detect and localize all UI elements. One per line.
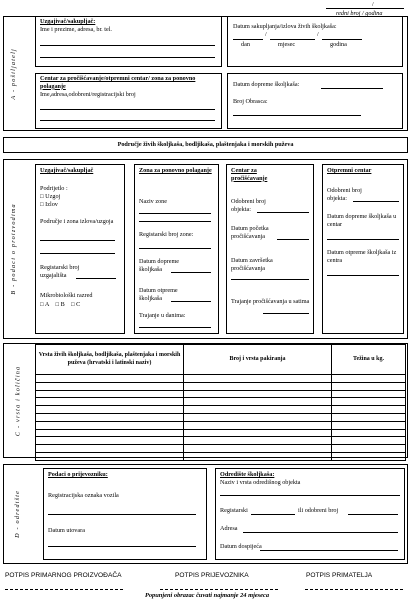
farm-reg-field[interactable]: [76, 278, 116, 279]
purification-center-title: Centar za pročišćavanje/otpremni centar/ zona za ponovno polaganje: [40, 75, 196, 90]
supplier-subtitle: Ime i prezime, adresa, br. tel.: [40, 26, 112, 33]
table-cell[interactable]: [332, 421, 406, 429]
table-row: [36, 413, 406, 421]
purification-end-label: Datum završetka pročišćavanja: [231, 257, 273, 272]
table-row: [36, 452, 406, 460]
section-c-side-label: C - vrsta i količina: [14, 365, 22, 436]
signature-recipient-field[interactable]: [305, 589, 403, 590]
relaying-zone-title: Zona za ponovno polaganje: [139, 167, 212, 174]
signature-carrier-field[interactable]: [160, 589, 278, 590]
dispatch-dispatch-field[interactable]: [327, 275, 399, 276]
zone-dispatch-field[interactable]: [171, 301, 211, 302]
micro-class-label: Mikrobiološki razred: [40, 292, 93, 299]
zone-name-label: Naziv zone: [139, 198, 168, 205]
catch-date-day-label: dan: [241, 41, 250, 48]
table-cell[interactable]: [36, 398, 184, 406]
destination-approved-field[interactable]: [348, 514, 398, 515]
destination-address-label: Adresa: [220, 525, 238, 532]
supplier-line-1[interactable]: [40, 45, 215, 46]
section-a-side-label: A - pošiljatelj: [10, 47, 18, 100]
destination-title: Odredište školjkaša:: [220, 471, 275, 478]
catch-date-box: [227, 17, 403, 67]
zone-field-2[interactable]: [40, 253, 115, 254]
section-b-products: [3, 159, 408, 339]
table-cell[interactable]: [184, 390, 332, 398]
destination-name-field[interactable]: [220, 495, 400, 496]
table-row: [36, 406, 406, 414]
origin-label: Podrijetlo :: [40, 185, 68, 192]
purification-column: [226, 164, 314, 334]
section-d-destination: [3, 464, 408, 564]
section-c-type-quantity: [3, 343, 408, 458]
supplier-box: [35, 17, 222, 67]
table-cell[interactable]: [36, 452, 184, 460]
table-row: [36, 421, 406, 429]
supplier-line-2[interactable]: [40, 57, 215, 58]
purification-center-line-1[interactable]: [40, 109, 215, 110]
product-table-header: [36, 345, 406, 375]
table-cell[interactable]: [36, 406, 184, 414]
table-cell[interactable]: [184, 406, 332, 414]
zone-shipment-field[interactable]: [171, 272, 211, 273]
table-cell[interactable]: [184, 413, 332, 421]
form-number-field[interactable]: [233, 115, 361, 116]
dispatch-center-title: Otpremni centar: [327, 167, 372, 174]
supplier-title: Uzgajivač/sakupljač:: [40, 18, 96, 25]
table-cell[interactable]: [36, 375, 184, 383]
zone-reg-field[interactable]: [139, 248, 211, 249]
dispatch-dispatch-label: Datum otpreme školjkaša iz centra: [327, 249, 397, 264]
header-packaging: Broj i vrsta pakiranja: [184, 345, 332, 375]
micro-class-options: □ A □ B □ C: [40, 301, 81, 308]
purification-end-field[interactable]: [231, 279, 309, 280]
destination-or-label: ili odobreni broj: [298, 507, 339, 514]
area-title-bar: [3, 137, 408, 153]
catch-date-day-field[interactable]: [233, 39, 263, 40]
table-cell[interactable]: [36, 382, 184, 390]
table-cell[interactable]: [332, 375, 406, 383]
table-cell[interactable]: [36, 429, 184, 437]
carrier-date-field[interactable]: [48, 546, 196, 547]
class-a-checkbox-icon[interactable]: □: [40, 302, 44, 308]
table-cell[interactable]: [332, 445, 406, 453]
signature-recipient-label: POTPIS PRIMATELJA: [306, 572, 373, 579]
table-cell[interactable]: [184, 382, 332, 390]
table-row: [36, 445, 406, 453]
section-a-sender: [3, 16, 408, 131]
purification-start-label: Datum početka pročišćavanja: [231, 225, 269, 240]
table-row: [36, 429, 406, 437]
destination-reg-field[interactable]: [251, 514, 295, 515]
table-cell[interactable]: [332, 413, 406, 421]
purification-duration-field[interactable]: [263, 313, 309, 314]
producer-column: [35, 164, 125, 334]
shipment-box: [227, 73, 403, 129]
zone-label: Područje i zona izlova/uzgoja: [40, 218, 114, 225]
table-row: [36, 437, 406, 445]
catch-date-month-label: mjesec: [278, 41, 296, 48]
shipment-date-label: Datum dopreme školjkaša:: [233, 81, 300, 88]
catch-date-label: Datum sakupljanja/izlova živih školjkaša:: [233, 23, 337, 30]
destination-reg-label: Registarski: [220, 507, 248, 514]
form-number-label: Broj Obrasca:: [233, 98, 268, 105]
table-row: [36, 398, 406, 406]
zone-name-field-1[interactable]: [139, 213, 211, 214]
table-cell[interactable]: [36, 421, 184, 429]
destination-address-field[interactable]: [243, 532, 398, 533]
serial-label: redni broj / godina: [336, 10, 383, 17]
zone-duration-field[interactable]: [139, 327, 211, 328]
carrier-plate-field[interactable]: [48, 514, 196, 515]
catch-date-month-field[interactable]: [270, 39, 315, 40]
table-cell[interactable]: [184, 398, 332, 406]
table-cell[interactable]: [184, 452, 332, 460]
breeding-checkbox-icon[interactable]: □: [40, 194, 44, 200]
table-cell[interactable]: [332, 437, 406, 445]
destination-arrival-field[interactable]: [260, 550, 398, 551]
table-cell[interactable]: [36, 445, 184, 453]
serial-number-line[interactable]: [326, 8, 404, 9]
purification-center-line-2[interactable]: [40, 120, 215, 121]
origin-catch-option[interactable]: □ Izlov: [40, 201, 58, 208]
table-cell[interactable]: [36, 413, 184, 421]
dispatch-approved-label: Odobreni broj objekta:: [327, 187, 362, 202]
carrier-date-label: Datum utovara: [48, 527, 85, 534]
zone-shipment-label: Datum dopreme školjkaša: [139, 258, 180, 273]
area-title: Područje živih školjkaša, bodljikaša, plaštenjaka i morskih puževa: [117, 141, 294, 149]
purification-start-field[interactable]: [277, 239, 309, 240]
catch-date-slash-1: /: [265, 31, 267, 38]
dispatch-approved-field[interactable]: [353, 201, 399, 202]
table-cell[interactable]: [184, 445, 332, 453]
dispatch-shipment-label: Datum dopreme školjkaša u centar: [327, 213, 397, 228]
zone-name-field-2[interactable]: [139, 221, 211, 222]
serial-slash: /: [372, 1, 374, 8]
table-cell[interactable]: [332, 390, 406, 398]
dispatch-shipment-field[interactable]: [327, 239, 399, 240]
class-b-checkbox-icon[interactable]: □: [55, 302, 60, 308]
zone-dispatch-label: Datum otpreme školjkaša: [139, 287, 178, 302]
zone-duration-label: Trajanje u danima:: [139, 312, 186, 319]
table-cell[interactable]: [332, 452, 406, 460]
table-row: [36, 390, 406, 398]
signature-producer-label: POTPIS PRIMARNOG PROIZVOĐAČA: [5, 572, 122, 579]
zone-reg-label: Registarski broj zone:: [139, 231, 194, 238]
catch-date-slash-2: /: [317, 31, 319, 38]
catch-checkbox-icon[interactable]: □: [40, 202, 44, 208]
header-species: Vrsta živih školjkaša, bodljikaša, plaštenjaka i morskih puževa (hrvatski i latinski naziv): [36, 345, 184, 375]
header-weight: Težina u kg.: [332, 345, 406, 375]
carrier-box: [43, 468, 207, 560]
purification-center-box: [35, 73, 222, 129]
destination-box: [215, 468, 405, 560]
origin-breeding-option[interactable]: □ Uzgoj: [40, 193, 61, 200]
destination-name-label: Naziv i vrsta odredišnog objekta: [220, 479, 301, 486]
carrier-plate-label: Registracijska oznaka vozila: [48, 492, 119, 499]
dispatch-center-column: [322, 164, 404, 334]
table-cell[interactable]: [36, 390, 184, 398]
purification-center-subtitle: Ime,adresa,odobreni/registracijski broj: [40, 91, 136, 98]
producer-column-title: Uzgajivač/sakupljač: [40, 167, 94, 174]
purification-approved-label: Odobreni broj objekta:: [231, 198, 266, 213]
product-table: [35, 344, 406, 457]
table-row: [36, 382, 406, 390]
section-d-side-label: D - odredište: [14, 489, 22, 539]
farm-reg-label: Registarski broj uzgajališta: [40, 264, 80, 279]
table-cell[interactable]: [184, 429, 332, 437]
table-cell[interactable]: [332, 382, 406, 390]
purification-approved-field[interactable]: [257, 212, 309, 213]
table-cell[interactable]: [184, 437, 332, 445]
table-cell[interactable]: [332, 398, 406, 406]
purification-duration-label: Trajanje pročišćavanja u satima: [231, 298, 310, 305]
table-row: [36, 375, 406, 383]
purification-column-title: Centar za pročišćavanje: [231, 167, 268, 182]
table-cell[interactable]: [332, 429, 406, 437]
signature-carrier-label: POTPIS PRIJEVOZNIKA: [175, 572, 249, 579]
section-b-side-label: B - podaci o proizvodima: [10, 203, 18, 295]
table-cell[interactable]: [36, 437, 184, 445]
footer-note: Popunjeni obrazac čuvati najmanje 24 mjeseca: [144, 592, 270, 599]
zone-field-1[interactable]: [40, 240, 115, 241]
table-cell[interactable]: [184, 375, 332, 383]
carrier-title: Podaci o prijevozniku:: [48, 471, 108, 478]
table-cell[interactable]: [184, 421, 332, 429]
table-cell[interactable]: [332, 406, 406, 414]
signature-producer-field[interactable]: [5, 589, 123, 590]
catch-date-year-field[interactable]: [322, 39, 362, 40]
destination-arrival-label: Datum dospijeća: [220, 543, 262, 550]
catch-date-year-label: godina: [330, 41, 347, 48]
relaying-zone-column: [134, 164, 219, 334]
shipment-date-field[interactable]: [321, 88, 383, 89]
class-c-checkbox-icon[interactable]: □: [71, 302, 75, 308]
